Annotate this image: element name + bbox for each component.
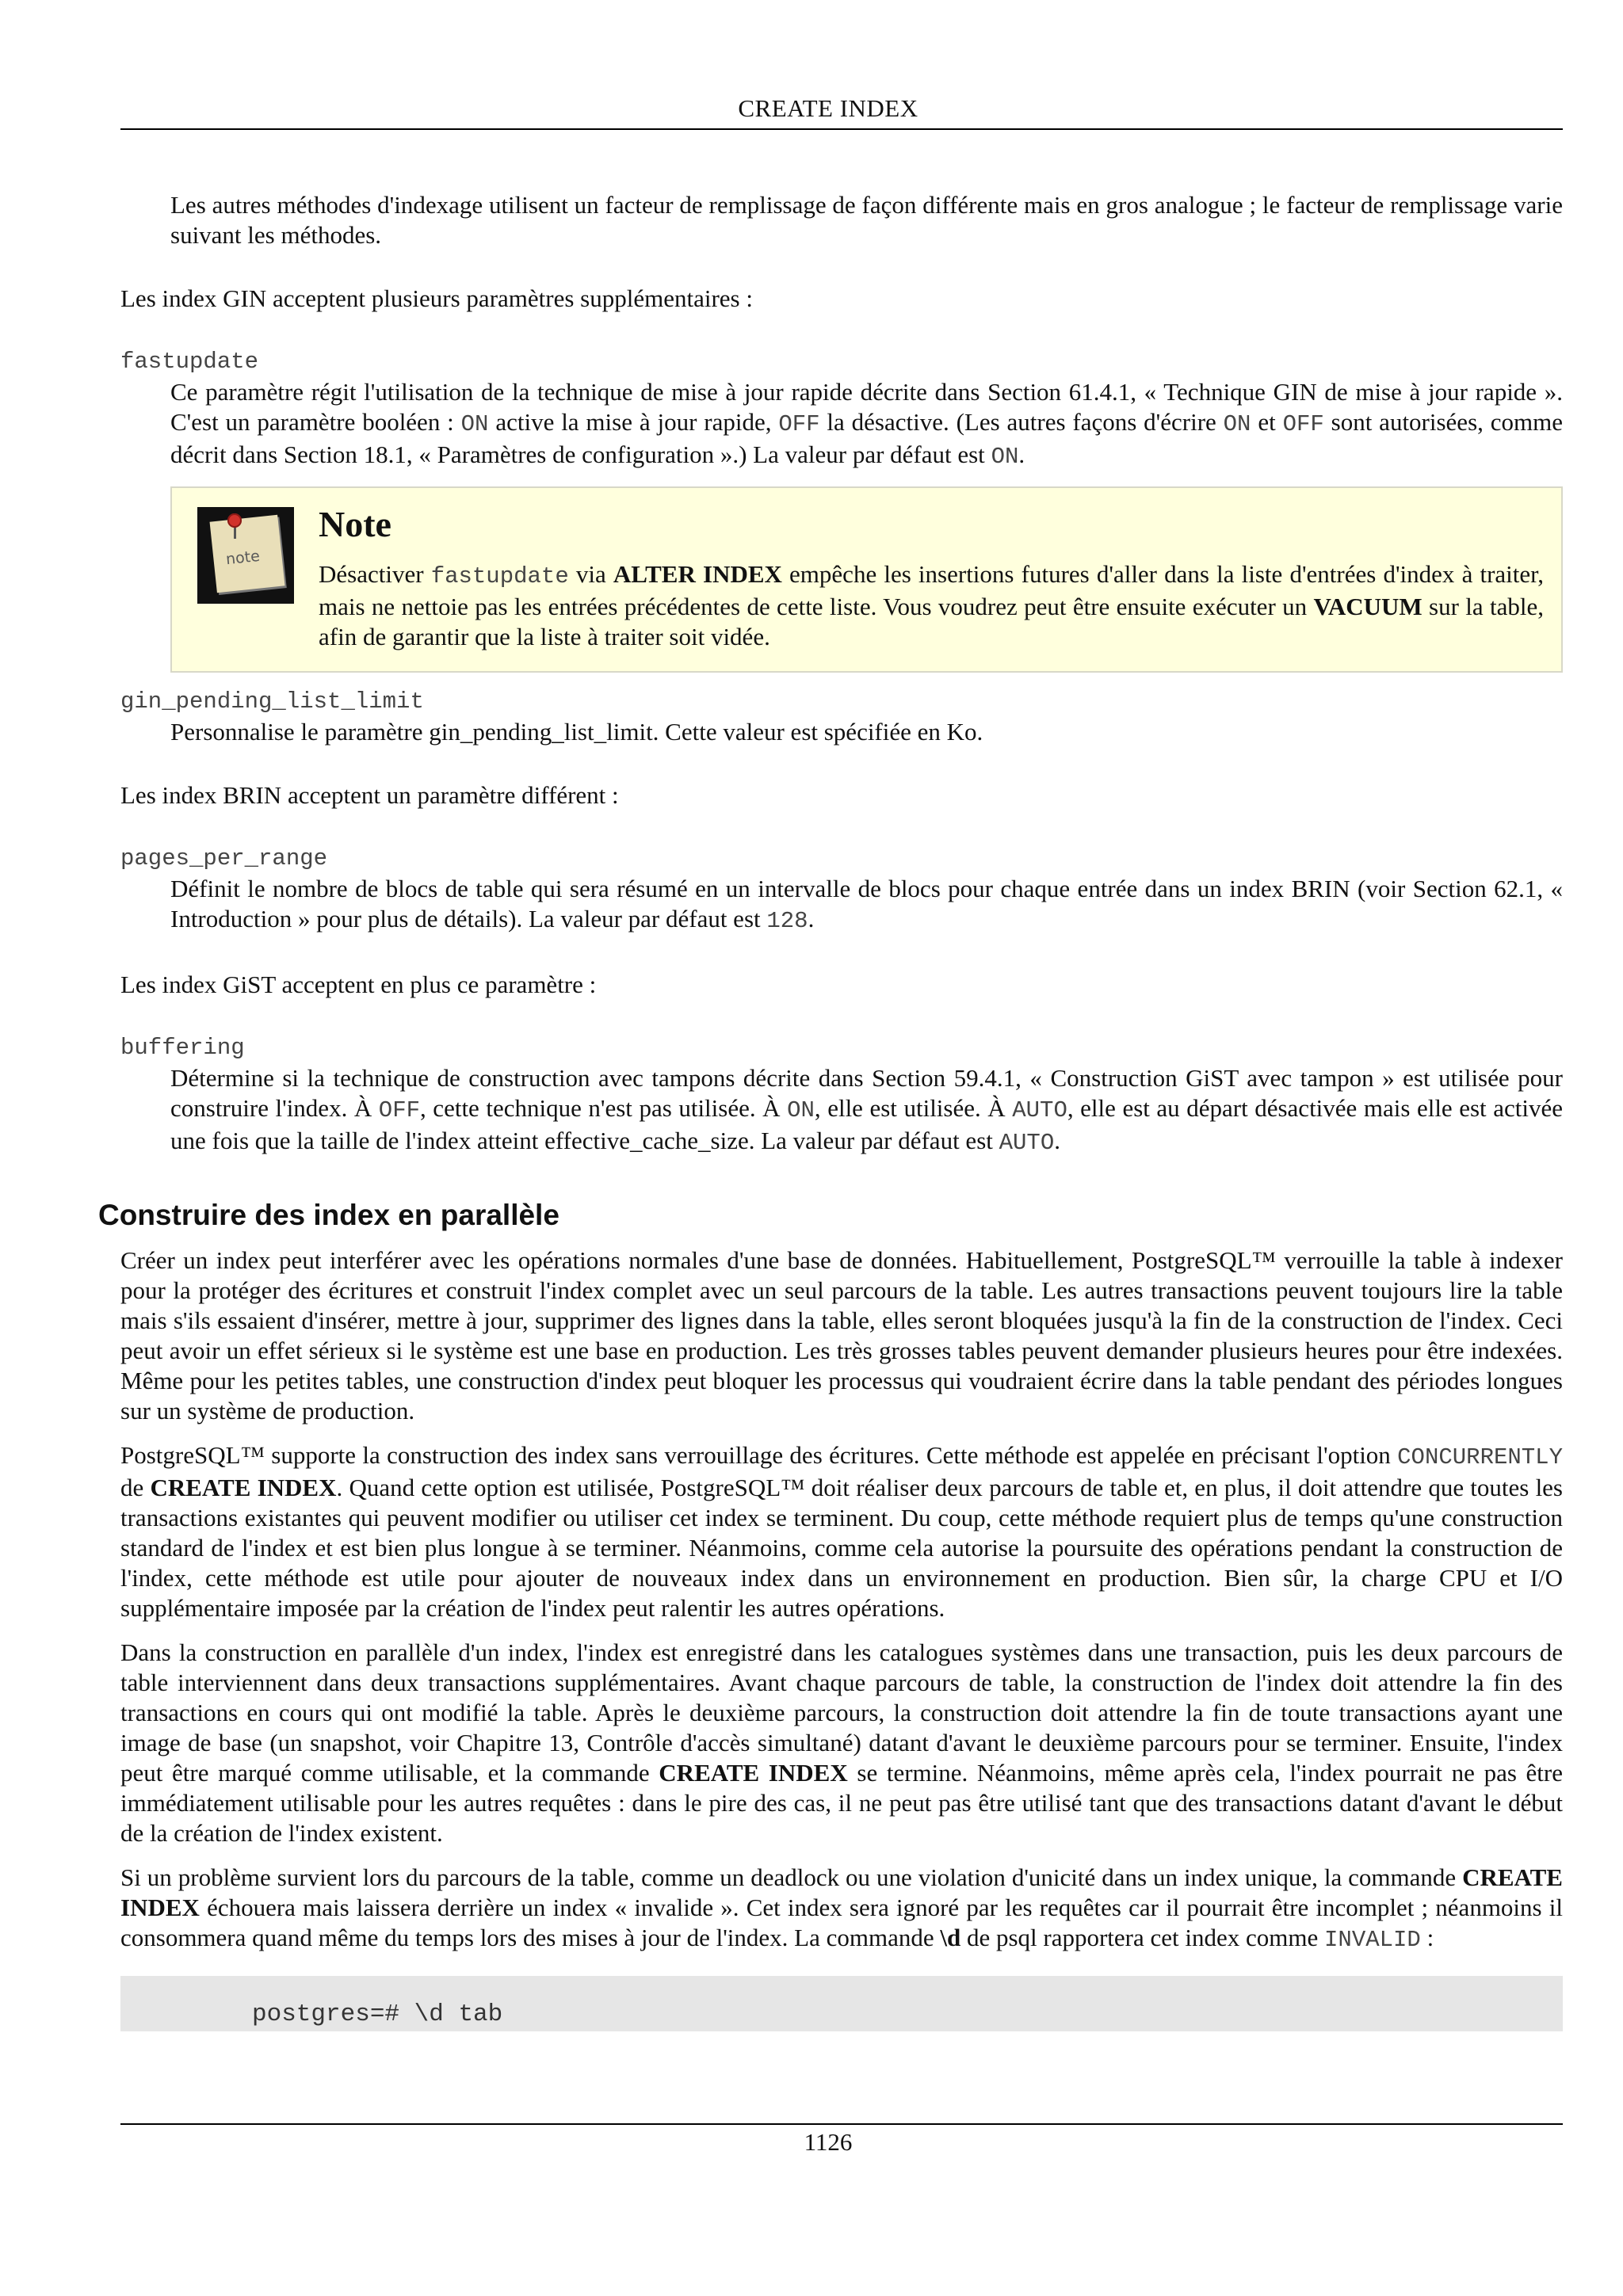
- pages-per-range-description: Définit le nombre de blocs de table qui sera résumé en un intervalle de blocs pour chaque entrée dans un index BRIN (voir Section 62.1, « Introduction » pour plus de détails). La valeur par défaut est 128.: [170, 875, 1563, 934]
- term-buffering: buffering: [120, 1035, 245, 1061]
- section-paragraph-2: PostgreSQL™ supporte la construction des index sans verrouillage des écritures. Cette méthode est appelée en précisant l'option CONCURRENTLY de CREATE INDEX. Quand cette option est utilisée, PostgreSQL™ doit réaliser deux parcours de table et, en plus, il doit attendre que toutes les transactions existantes qui peuvent modifier ou utiliser cet index se terminent. Du coup, cette méthode requiert plus de temps qu'une construction standard de l'index et est bien plus longue à se terminer. Néanmoins, comme cela autorise la poursuite des opérations pendant la construction de l'index, cette méthode est utile pour ajouter de nouveaux index dans un environnement en production. Bien sûr, la charge CPU et I/O supplémentaire imposée par la création de l'index peut ralentir les autres opérations.: [120, 1441, 1564, 1622]
- term-pages-per-range: pages_per_range: [120, 845, 328, 871]
- term-fastupdate: fastupdate: [120, 349, 259, 375]
- section-paragraph-3: Dans la construction en parallèle d'un index, l'index est enregistré dans les catalogues systèmes dans une transaction, puis les deux parcours de table interviennent dans deux transactions supplémentaires. Avant chaque parcours de table, la construction de l'index doit attendre la fin des transactions en cours qui ont modifié la table. Après le deuxième parcours, la construction doit attendre la fin de toute transactions ayant une image de base (un snapshot, voir Chapitre 13, Contrôle d'accès simultané) datant d'avant le deuxième parcours pour se terminer. Ensuite, l'index peut être marqué comme utilisable, et la commande CREATE INDEX se termine. Néanmoins, même après cela, l'index pourrait ne pas être immédiatement utilisable pour les autres requêtes : dans le pire des cas, il ne peut pas être utilisé tant que des transactions datant d'avant le début de la création de l'index existent.: [120, 1638, 1564, 1847]
- page-header-title: CREATE INDEX: [738, 94, 918, 122]
- paragraph-fillfactor-other: Les autres méthodes d'indexage utilisent un facteur de remplissage de façon différente mais en gros analogue ; le facteur de remplissage varie suivant les méthodes.: [170, 191, 1563, 249]
- section-paragraph-4: Si un problème survient lors du parcours de la table, comme un deadlock ou une violation d'unicité dans un index unique, la commande CREATE INDEX échouera mais laissera derrière un index « invalide ». Cet index sera ignoré par les requêtes car il pourrait être incomplet ; néanmoins il consommera quand même du temps lors des mises à jour de l'index. La commande \d de psql rapportera cet index comme INVALID :: [120, 1863, 1563, 1953]
- note-icon: note: [197, 507, 294, 604]
- section-heading: Construire des index en parallèle: [98, 1199, 559, 1231]
- brin-intro: Les index BRIN acceptent un paramètre différent :: [120, 781, 619, 809]
- term-gin-pending-list-limit: gin_pending_list_limit: [120, 688, 424, 715]
- buffering-description: Détermine si la technique de construction avec tampons décrite dans Section 59.4.1, « Construction GiST avec tampon » est utilisée pour construire l'index. À OFF, cette technique n'est pas utilisée. À ON, elle est utilisée. À AUTO, elle est au départ désactivée mais elle est activée une fois que la taille de l'index atteint effective_cache_size. La valeur par défaut est AUTO.: [170, 1064, 1563, 1156]
- section-paragraph-1: Créer un index peut interférer avec les opérations normales d'une base de données. Habituellement, PostgreSQL™ verrouille la table à indexer pour la protéger des écritures et construit l'index complet avec un seul parcours de la table. Les autres transactions peuvent toujours lire la table mais s'ils essaient d'insérer, mettre à jour, supprimer des lignes dans la table, elles seront bloquées jusqu'à la fin de la construction de l'index. Ceci peut avoir un effet sérieux si le système est une base en production. Les très grosses tables peuvent demander plusieurs heures pour être indexées. Même pour les petites tables, une construction d'index peut bloquer les processus qui voudraient écrire dans la table pendant des périodes longues sur un système de production.: [120, 1246, 1563, 1425]
- note-text: Désactiver fastupdate via ALTER INDEX empêche les insertions futures d'aller dans la liste d'entrées d'index à traiter, mais ne nettoie pas les entrées précédentes de cette liste. Vous voudrez peut être ensuite exécuter un VACUUM sur la table, afin de garantir que la liste à traiter soit vidée.: [319, 560, 1544, 650]
- header-rule: [120, 128, 1563, 130]
- gin-intro: Les index GIN acceptent plusieurs paramètres supplémentaires :: [120, 284, 753, 312]
- fastupdate-description: Ce paramètre régit l'utilisation de la technique de mise à jour rapide décrite dans Section 61.4.1, « Technique GIN de mise à jour rapide ». C'est un paramètre booléen : ON active la mise à jour rapide, OFF la désactive. (Les autres façons d'écrire ON et OFF sont autorisées, comme décrit dans Section 18.1, « Paramètres de configuration ».) La valeur par défaut est ON.: [170, 378, 1563, 470]
- note-title: Note: [319, 504, 391, 544]
- page-content: [98, 190, 1564, 2031]
- footer-rule: [120, 2123, 1563, 2125]
- page-number: 1126: [804, 2128, 853, 2156]
- note-admonition: [170, 486, 1563, 673]
- gin-pending-description: Personnalise le paramètre gin_pending_list_limit. Cette valeur est spécifiée en Ko.: [170, 718, 983, 746]
- gist-intro: Les index GiST acceptent en plus ce paramètre :: [120, 971, 597, 998]
- code-block: postgres=# \d tab: [120, 1976, 1563, 2031]
